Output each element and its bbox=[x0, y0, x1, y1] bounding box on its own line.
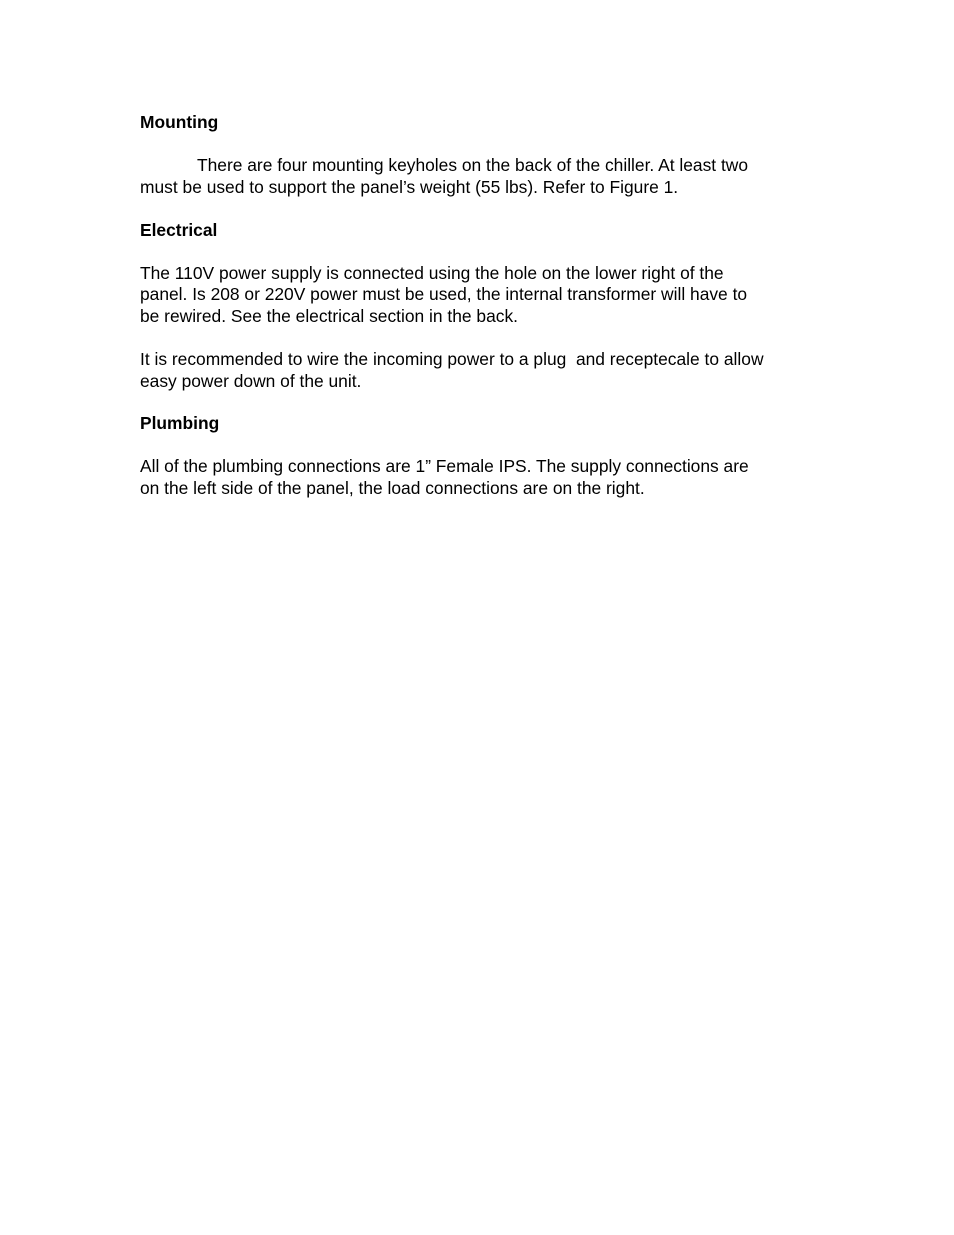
electrical-paragraph-2-line-2: easy power down of the unit. bbox=[140, 371, 362, 391]
section-heading-mounting: Mounting bbox=[140, 112, 219, 132]
electrical-paragraph-1-line-3: be rewired. See the electrical section in the back. bbox=[140, 306, 518, 326]
plumbing-paragraph-line-2: on the left side of the panel, the load connections are on the right. bbox=[140, 478, 645, 498]
mounting-paragraph-line-2: must be used to support the panel’s weight (55 lbs). Refer to Figure 1. bbox=[140, 177, 679, 197]
plumbing-paragraph-line-1: All of the plumbing connections are 1” Female IPS. The supply connections are bbox=[140, 456, 749, 476]
mounting-paragraph-line-1: There are four mounting keyholes on the back of the chiller. At least two bbox=[197, 155, 749, 175]
electrical-paragraph-1-line-2: panel. Is 208 or 220V power must be used, the internal transformer will have to bbox=[140, 284, 748, 304]
section-heading-electrical: Electrical bbox=[140, 220, 218, 240]
electrical-paragraph-2-line-1: It is recommended to wire the incoming power to a plug and receptecale to allow bbox=[140, 349, 764, 369]
section-heading-plumbing: Plumbing bbox=[140, 413, 220, 433]
electrical-paragraph-1-line-1: The 110V power supply is connected using the hole on the lower right of the bbox=[140, 263, 724, 283]
